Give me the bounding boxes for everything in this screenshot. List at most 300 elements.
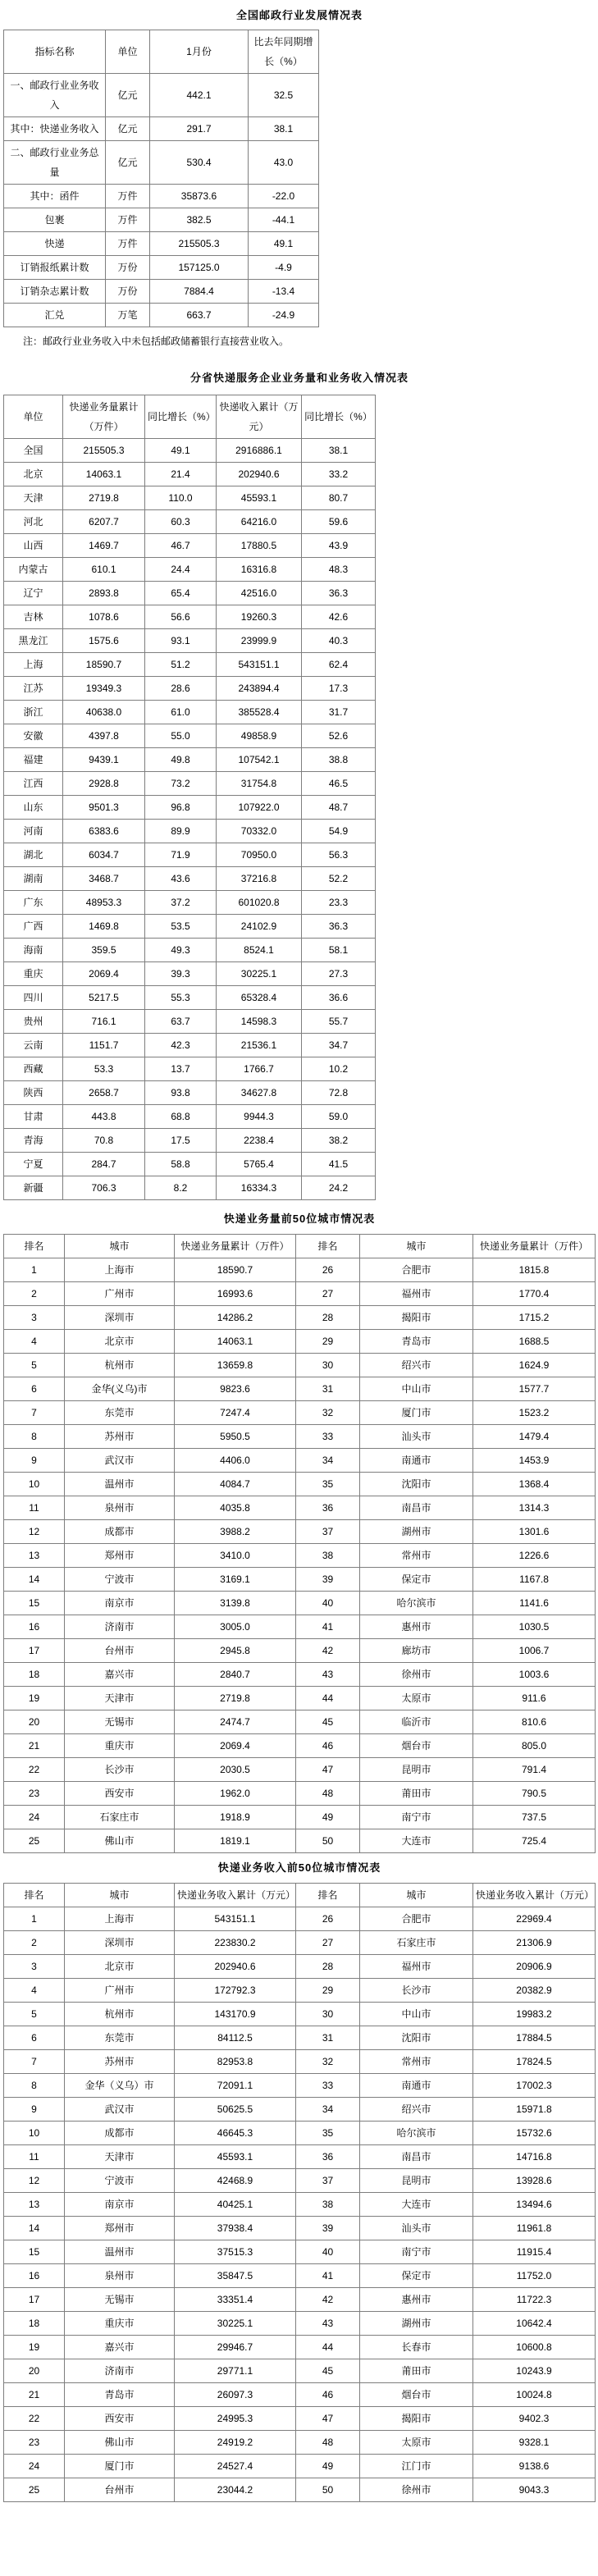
table-cell: 46 — [296, 2383, 360, 2407]
table-cell: 55.7 — [302, 1010, 376, 1034]
table-row — [4, 820, 376, 843]
table-cell: 72091.1 — [175, 2074, 296, 2098]
table-cell: 3 — [4, 1306, 65, 1330]
table-cell: 9402.3 — [473, 2407, 596, 2431]
table-cell: 9 — [4, 1449, 65, 1473]
table-cell: 贵州 — [4, 1010, 63, 1034]
table-cell: 6383.6 — [63, 820, 145, 843]
table-cell: 36.3 — [302, 582, 376, 605]
table-cell: 济南市 — [65, 1615, 175, 1639]
table-cell: 湖州市 — [360, 2312, 473, 2336]
table-cell: 14063.1 — [175, 1330, 296, 1354]
table-cell: 36.6 — [302, 986, 376, 1010]
table-cell: 107922.0 — [217, 796, 302, 820]
table-cell: 9138.6 — [473, 2455, 596, 2478]
table-cell: 1141.6 — [473, 1592, 596, 1615]
table-cell: 9944.3 — [217, 1105, 302, 1129]
table-cell: 40 — [296, 2240, 360, 2264]
table-row — [4, 1473, 596, 1496]
revenue-top50-table-title: 快递业务收入前50位城市情况表 — [217, 1861, 381, 1874]
table-cell: 19983.2 — [473, 2003, 596, 2026]
table-cell: 南宁市 — [360, 1806, 473, 1829]
table-cell: 62.4 — [302, 653, 376, 677]
table-cell: 1624.9 — [473, 1354, 596, 1377]
table-cell: 2719.8 — [175, 1687, 296, 1710]
table-row — [4, 772, 376, 796]
table-cell: 10600.8 — [473, 2336, 596, 2359]
table-cell: 青岛市 — [65, 2383, 175, 2407]
table-cell: 无锡市 — [65, 2288, 175, 2312]
table-cell: 30 — [296, 1354, 360, 1377]
table-cell: 4 — [4, 1979, 65, 2003]
table-row — [4, 1081, 376, 1105]
table-row — [4, 582, 376, 605]
table-cell: 10 — [4, 1473, 65, 1496]
table-cell: 万笔 — [106, 304, 150, 327]
table-cell: 70.8 — [63, 1129, 145, 1153]
table-cell: 42468.9 — [175, 2169, 296, 2193]
table-cell: 26097.3 — [175, 2383, 296, 2407]
table-cell: 南京市 — [65, 1592, 175, 1615]
revenue-top50-table-body — [4, 1907, 596, 2502]
table-cell: 40425.1 — [175, 2193, 296, 2217]
table-cell: 15971.8 — [473, 2098, 596, 2122]
table-cell: 1575.6 — [63, 629, 145, 653]
table-cell: 442.1 — [150, 74, 249, 117]
table-cell: 790.5 — [473, 1782, 596, 1806]
table-cell: 530.4 — [150, 141, 249, 185]
table-cell: 佛山市 — [65, 2431, 175, 2455]
table-cell: 2238.4 — [217, 1129, 302, 1153]
table-cell: 其中：函件 — [4, 185, 106, 208]
table-cell: 791.4 — [473, 1758, 596, 1782]
table-cell: 徐州市 — [360, 2478, 473, 2502]
column-header: 同比增长（%） — [145, 395, 217, 439]
table-row — [4, 1010, 376, 1034]
table-cell: 内蒙古 — [4, 558, 63, 582]
table-cell: 15 — [4, 2240, 65, 2264]
column-header: 排名 — [296, 1235, 360, 1258]
table-cell: 湖北 — [4, 843, 63, 867]
column-header: 城市 — [360, 1235, 473, 1258]
table-cell: 亿元 — [106, 117, 150, 141]
column-header: 城市 — [65, 1884, 175, 1907]
table-cell: 37 — [296, 2169, 360, 2193]
table-cell: 16316.8 — [217, 558, 302, 582]
table-cell: 金华(义乌)市 — [65, 1377, 175, 1401]
table-cell: 石家庄市 — [360, 1931, 473, 1955]
national-postal-table-header-row — [4, 30, 319, 74]
table-cell: 385528.4 — [217, 701, 302, 724]
table-cell: 快递 — [4, 232, 106, 256]
column-header: 比去年同期增长（%） — [249, 30, 319, 74]
table-cell: 山东 — [4, 796, 63, 820]
table-row — [4, 2169, 596, 2193]
table-cell: 41.5 — [302, 1153, 376, 1176]
table-cell: 青海 — [4, 1129, 63, 1153]
table-cell: 382.5 — [150, 208, 249, 232]
table-cell: 2069.4 — [63, 962, 145, 986]
table-cell: 北京 — [4, 463, 63, 486]
table-cell: 一、邮政行业业务收入 — [4, 74, 106, 117]
table-cell: 宁波市 — [65, 2169, 175, 2193]
table-cell: 1 — [4, 1258, 65, 1282]
table-cell: 苏州市 — [65, 2050, 175, 2074]
table-cell: 3410.0 — [175, 1544, 296, 1568]
column-header: 排名 — [296, 1884, 360, 1907]
table-cell: 13494.6 — [473, 2193, 596, 2217]
table-cell: 34 — [296, 1449, 360, 1473]
province-table-title: 分省快递服务企业业务量和业务收入情况表 — [189, 372, 409, 384]
table-row — [4, 1425, 596, 1449]
table-cell: 29946.7 — [175, 2336, 296, 2359]
table-cell: 上海 — [4, 653, 63, 677]
table-cell: 157125.0 — [150, 256, 249, 280]
table-cell: 9 — [4, 2098, 65, 2122]
table-cell: 22 — [4, 2407, 65, 2431]
table-cell: 2030.5 — [175, 1758, 296, 1782]
table-row — [4, 1496, 596, 1520]
table-cell: 9439.1 — [63, 748, 145, 772]
table-cell: 中山市 — [360, 1377, 473, 1401]
table-cell: 42 — [296, 1639, 360, 1663]
table-cell: 2474.7 — [175, 1710, 296, 1734]
table-cell: 包裹 — [4, 208, 106, 232]
table-cell: 72.8 — [302, 1081, 376, 1105]
table-cell: 24102.9 — [217, 915, 302, 939]
table-cell: 泉州市 — [65, 2264, 175, 2288]
table-cell: 805.0 — [473, 1734, 596, 1758]
table-cell: 14 — [4, 2217, 65, 2240]
table-cell: 4406.0 — [175, 1449, 296, 1473]
table-cell: 29771.1 — [175, 2359, 296, 2383]
table-cell: 杭州市 — [65, 1354, 175, 1377]
table-cell: 成都市 — [65, 1520, 175, 1544]
table-cell: 60.3 — [145, 510, 217, 534]
table-cell: 汕头市 — [360, 1425, 473, 1449]
table-cell: 4 — [4, 1330, 65, 1354]
table-cell: 北京市 — [65, 1330, 175, 1354]
table-cell: 33.2 — [302, 463, 376, 486]
table-cell: 9823.6 — [175, 1377, 296, 1401]
table-cell: 14063.1 — [63, 463, 145, 486]
column-header: 快递业务量累计（万件） — [63, 395, 145, 439]
table-cell: 40 — [296, 1592, 360, 1615]
table-cell: 青岛市 — [360, 1330, 473, 1354]
table-row — [4, 1105, 376, 1129]
table-cell: 泉州市 — [65, 1496, 175, 1520]
table-row — [4, 1034, 376, 1057]
table-cell: 3468.7 — [63, 867, 145, 891]
table-row — [4, 1258, 596, 1282]
table-cell: 上海市 — [65, 1907, 175, 1931]
table-cell: 武汉市 — [65, 2098, 175, 2122]
table-cell: 14716.8 — [473, 2145, 596, 2169]
table-cell: 17.5 — [145, 1129, 217, 1153]
table-cell: -24.9 — [249, 304, 319, 327]
table-cell: 2069.4 — [175, 1734, 296, 1758]
table-cell: 20382.9 — [473, 1979, 596, 2003]
table-cell: 37938.4 — [175, 2217, 296, 2240]
table-row — [4, 1544, 596, 1568]
table-cell: 廊坊市 — [360, 1639, 473, 1663]
table-cell: 52.2 — [302, 867, 376, 891]
table-cell: 38 — [296, 2193, 360, 2217]
table-cell: 苏州市 — [65, 1425, 175, 1449]
table-row — [4, 939, 376, 962]
table-row — [4, 1663, 596, 1687]
table-row — [4, 1829, 596, 1853]
table-cell: 7884.4 — [150, 280, 249, 304]
table-cell: 黑龙江 — [4, 629, 63, 653]
table-cell: 万份 — [106, 280, 150, 304]
table-cell: 常州市 — [360, 1544, 473, 1568]
table-cell: 13 — [4, 2193, 65, 2217]
table-cell: 1523.2 — [473, 1401, 596, 1425]
national-postal-table — [3, 30, 319, 327]
table-cell: 46.5 — [302, 772, 376, 796]
table-cell: 6034.7 — [63, 843, 145, 867]
table-cell: 34 — [296, 2098, 360, 2122]
table-cell: 911.6 — [473, 1687, 596, 1710]
table-cell: 亿元 — [106, 141, 150, 185]
table-cell: -22.0 — [249, 185, 319, 208]
table-cell: 32 — [296, 2050, 360, 2074]
table-cell: 42 — [296, 2288, 360, 2312]
table-cell: 辽宁 — [4, 582, 63, 605]
province-table-header-row — [4, 395, 376, 439]
table-cell: 湖南 — [4, 867, 63, 891]
table-row — [4, 701, 376, 724]
table-cell: 汕头市 — [360, 2217, 473, 2240]
table-cell: 24.2 — [302, 1176, 376, 1200]
table-cell: 39 — [296, 1568, 360, 1592]
table-cell: 1453.9 — [473, 1449, 596, 1473]
column-header: 城市 — [360, 1884, 473, 1907]
table-cell: 宁夏 — [4, 1153, 63, 1176]
table-row — [4, 1955, 596, 1979]
table-cell: 45 — [296, 2359, 360, 2383]
table-cell: 南通市 — [360, 1449, 473, 1473]
table-cell: 202940.6 — [217, 463, 302, 486]
table-cell: 浙江 — [4, 701, 63, 724]
table-cell: 佛山市 — [65, 1829, 175, 1853]
table-cell: 西安市 — [65, 2407, 175, 2431]
table-cell: 14 — [4, 1568, 65, 1592]
table-cell: 84112.5 — [175, 2026, 296, 2050]
table-cell: 93.1 — [145, 629, 217, 653]
table-cell: 11752.0 — [473, 2264, 596, 2288]
table-row — [4, 117, 319, 141]
table-cell: 万件 — [106, 185, 150, 208]
table-row — [4, 486, 376, 510]
table-row — [4, 1282, 596, 1306]
table-cell: 35847.5 — [175, 2264, 296, 2288]
table-row — [4, 2098, 596, 2122]
table-cell: 1479.4 — [473, 1425, 596, 1449]
table-cell: 广州市 — [65, 1282, 175, 1306]
table-cell: 25 — [4, 1829, 65, 1853]
table-cell: 新疆 — [4, 1176, 63, 1200]
table-cell: 737.5 — [473, 1806, 596, 1829]
table-cell: 39.3 — [145, 962, 217, 986]
table-cell: 20906.9 — [473, 1955, 596, 1979]
table-cell: 重庆 — [4, 962, 63, 986]
table-cell: 石家庄市 — [65, 1806, 175, 1829]
table-cell: 河北 — [4, 510, 63, 534]
table-cell: 36 — [296, 1496, 360, 1520]
table-cell: 19260.3 — [217, 605, 302, 629]
table-cell: 南宁市 — [360, 2240, 473, 2264]
table-cell: 临沂市 — [360, 1710, 473, 1734]
table-cell: 1815.8 — [473, 1258, 596, 1282]
table-row — [4, 1449, 596, 1473]
table-cell: 广东 — [4, 891, 63, 915]
table-cell: 莆田市 — [360, 2359, 473, 2383]
table-row — [4, 2193, 596, 2217]
table-cell: 202940.6 — [175, 1955, 296, 1979]
table-cell: 湖州市 — [360, 1520, 473, 1544]
table-row — [4, 439, 376, 463]
table-cell: 1167.8 — [473, 1568, 596, 1592]
table-cell: 89.9 — [145, 820, 217, 843]
table-cell: 长沙市 — [360, 1979, 473, 2003]
volume-top50-table-body — [4, 1258, 596, 1853]
table-cell: 长沙市 — [65, 1758, 175, 1782]
table-cell: 23 — [4, 2431, 65, 2455]
table-cell: 11915.4 — [473, 2240, 596, 2264]
table-cell: 8 — [4, 1425, 65, 1449]
table-row — [4, 280, 319, 304]
table-cell: 1314.3 — [473, 1496, 596, 1520]
volume-top50-table — [3, 1234, 596, 1853]
table-cell: 716.1 — [63, 1010, 145, 1034]
table-cell: 13.7 — [145, 1057, 217, 1081]
column-header: 1月份 — [150, 30, 249, 74]
table-cell: 5 — [4, 2003, 65, 2026]
table-cell: 27.3 — [302, 962, 376, 986]
table-cell: 21536.1 — [217, 1034, 302, 1057]
table-cell: 40638.0 — [63, 701, 145, 724]
table-cell: 73.2 — [145, 772, 217, 796]
table-cell: 810.6 — [473, 1710, 596, 1734]
table-cell: 14286.2 — [175, 1306, 296, 1330]
table-row — [4, 1520, 596, 1544]
table-cell: 24 — [4, 1806, 65, 1829]
table-row — [4, 962, 376, 986]
table-cell: 48 — [296, 1782, 360, 1806]
table-cell: 绍兴市 — [360, 2098, 473, 2122]
table-row — [4, 1592, 596, 1615]
table-cell: 706.3 — [63, 1176, 145, 1200]
table-cell: 1469.8 — [63, 915, 145, 939]
table-cell: 43 — [296, 1663, 360, 1687]
table-cell: 13928.6 — [473, 2169, 596, 2193]
column-header: 快递收入累计（万元） — [217, 395, 302, 439]
table-cell: 南京市 — [65, 2193, 175, 2217]
table-cell: 万份 — [106, 256, 150, 280]
table-cell: 重庆市 — [65, 1734, 175, 1758]
table-cell: 无锡市 — [65, 1710, 175, 1734]
table-cell: 16 — [4, 2264, 65, 2288]
table-row — [4, 915, 376, 939]
table-cell: 34627.8 — [217, 1081, 302, 1105]
table-cell: 17002.3 — [473, 2074, 596, 2098]
table-cell: 23044.2 — [175, 2478, 296, 2502]
column-header: 排名 — [4, 1235, 65, 1258]
table-cell: 6 — [4, 1377, 65, 1401]
table-cell: 48953.3 — [63, 891, 145, 915]
table-cell: 48.3 — [302, 558, 376, 582]
table-cell: 21 — [4, 2383, 65, 2407]
table-cell: 53.5 — [145, 915, 217, 939]
table-cell: 42516.0 — [217, 582, 302, 605]
table-cell: 3 — [4, 1955, 65, 1979]
table-cell: 30 — [296, 2003, 360, 2026]
table-cell: 45 — [296, 1710, 360, 1734]
table-cell: 2840.7 — [175, 1663, 296, 1687]
table-row — [4, 677, 376, 701]
table-row — [4, 2122, 596, 2145]
table-cell: 绍兴市 — [360, 1354, 473, 1377]
table-cell: 443.8 — [63, 1105, 145, 1129]
table-cell: 80.7 — [302, 486, 376, 510]
table-cell: 45593.1 — [175, 2145, 296, 2169]
table-cell: 深圳市 — [65, 1931, 175, 1955]
table-row — [4, 1710, 596, 1734]
table-cell: 42.3 — [145, 1034, 217, 1057]
table-cell: 49.1 — [249, 232, 319, 256]
table-cell: 33351.4 — [175, 2288, 296, 2312]
table-cell: 9501.3 — [63, 796, 145, 820]
table-cell: 18 — [4, 1663, 65, 1687]
table-cell: 5217.5 — [63, 986, 145, 1010]
table-cell: 2893.8 — [63, 582, 145, 605]
table-cell: 沈阳市 — [360, 2026, 473, 2050]
table-cell: 71.9 — [145, 843, 217, 867]
table-row — [4, 1734, 596, 1758]
table-cell: 21306.9 — [473, 1931, 596, 1955]
table-cell: 17880.5 — [217, 534, 302, 558]
revenue-top50-header-row — [4, 1884, 596, 1907]
table-row — [4, 2407, 596, 2431]
table-cell: 4084.7 — [175, 1473, 296, 1496]
table-cell: -44.1 — [249, 208, 319, 232]
table-cell: 49.1 — [145, 439, 217, 463]
table-cell: 徐州市 — [360, 1663, 473, 1687]
table-row — [4, 256, 319, 280]
table-cell: 1151.7 — [63, 1034, 145, 1057]
table-cell: 1766.7 — [217, 1057, 302, 1081]
table-cell: 6 — [4, 2026, 65, 2050]
table-row — [4, 1639, 596, 1663]
table-cell: 34.7 — [302, 1034, 376, 1057]
table-cell: 汇兑 — [4, 304, 106, 327]
table-cell: 53.3 — [63, 1057, 145, 1081]
table-cell: 1 — [4, 1907, 65, 1931]
table-cell: 天津 — [4, 486, 63, 510]
table-cell: 南昌市 — [360, 1496, 473, 1520]
table-cell: 65328.4 — [217, 986, 302, 1010]
table-cell: 云南 — [4, 1034, 63, 1057]
table-cell: 38 — [296, 1544, 360, 1568]
table-cell: 广西 — [4, 915, 63, 939]
table-cell: 东莞市 — [65, 2026, 175, 2050]
table-cell: 22 — [4, 1758, 65, 1782]
table-cell: 19349.3 — [63, 677, 145, 701]
table-cell: 543151.1 — [217, 653, 302, 677]
table-cell: 杭州市 — [65, 2003, 175, 2026]
